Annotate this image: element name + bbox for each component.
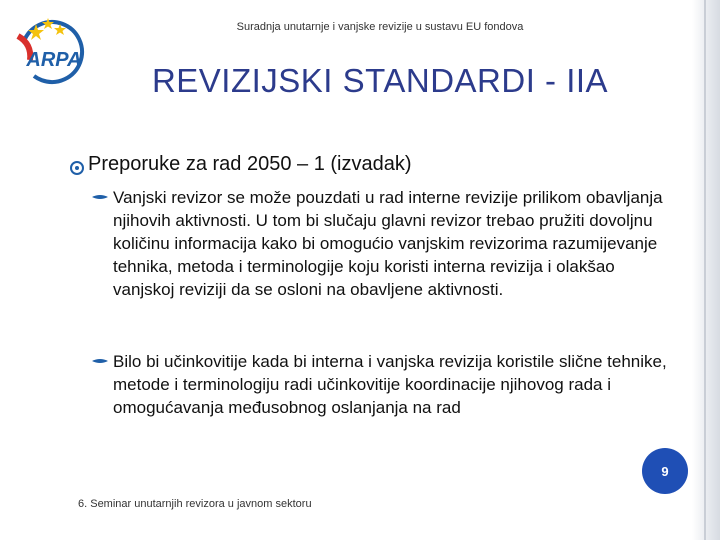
bullet-icon xyxy=(70,161,84,175)
logo-text: ARPA xyxy=(26,49,82,71)
frame-line xyxy=(704,0,706,540)
slide-frame-right xyxy=(692,0,720,540)
slide-footer: 6. Seminar unutarnjih revizora u javnom sektoru xyxy=(78,498,312,510)
bullet-text-2: Bilo bi učinkovitije kada bi interna i vanjska revizija koristile slične tehnike, metode i terminologiju radi učinkovitije koordinacije njihovog rada i omogućavanja međusobnog oslanjanja na rad xyxy=(113,352,667,417)
slide-header: Suradnja unutarnje i vanjske revizije u sustavu EU fondova xyxy=(236,21,524,33)
arpa-logo xyxy=(12,14,94,86)
sub-bullet-icon xyxy=(91,356,109,366)
sub-bullet-icon xyxy=(91,192,109,202)
slide-title: REVIZIJSKI STANDARDI - IIA xyxy=(151,62,609,99)
page-number-badge: 9 xyxy=(642,448,688,494)
level1-heading: Preporuke za rad 2050 – 1 (izvadak) xyxy=(88,153,412,175)
bullet-text-1: Vanjski revizor se može pouzdati u rad interne revizije prilikom obavljanja njihovih aktivnosti. U tom bi slučaju glavni revizor trebao pružiti dovoljnu količinu informacija kako bi omogućio vanjskim revizorima razumijevanje tehnika, metoda i terminologije koju koristi interna revizija i olakšao vanjskoj reviziji da se osloni na obavljene aktivnosti. xyxy=(113,188,663,299)
